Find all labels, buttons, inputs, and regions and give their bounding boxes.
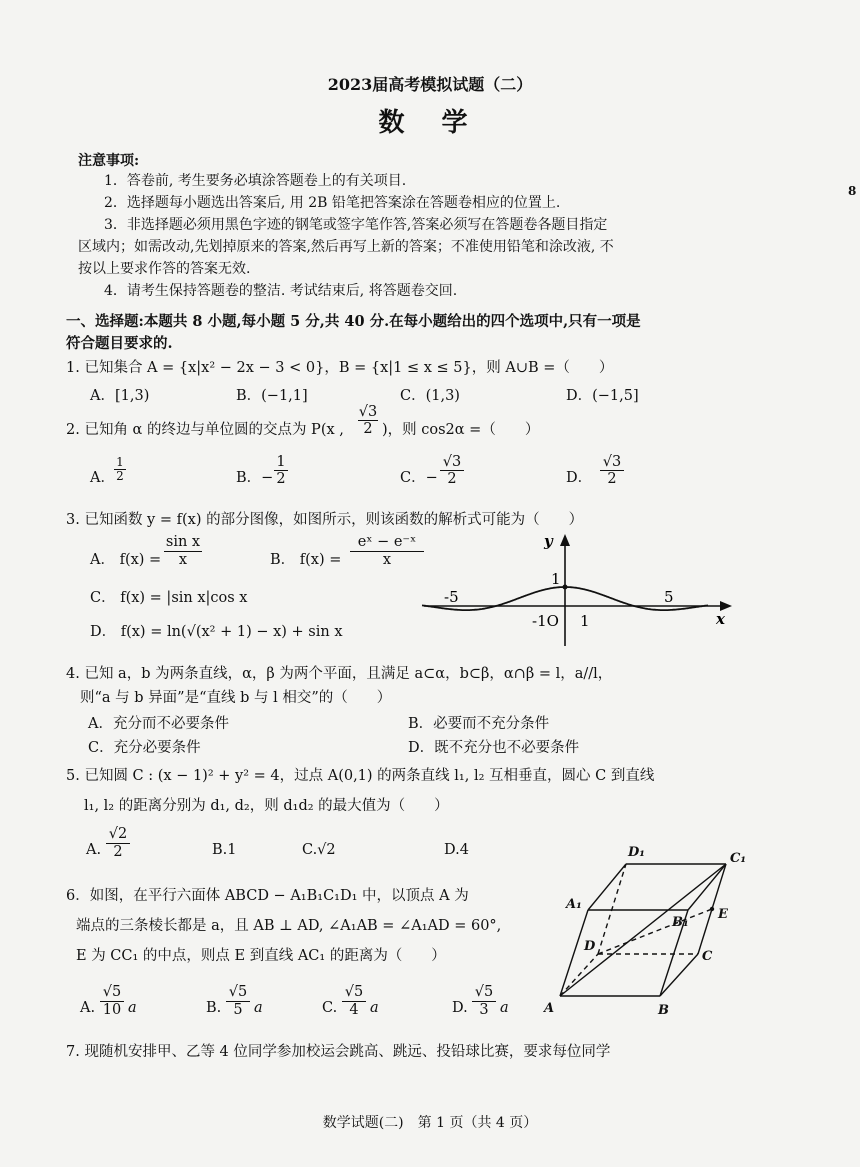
notes-heading: 注意事项: [78, 153, 140, 169]
q1-option-a: A．[1,3) [90, 388, 150, 404]
q1-option-c: C．(1,3) [400, 388, 460, 404]
q6-parallelepiped-figure [540, 836, 780, 1026]
q7-stem: 7. 现随机安排甲、乙等 4 位同学参加校运会跳高、跳远、投铅球比赛，要求每位同学 [66, 1044, 611, 1060]
q6-option-a: A. [80, 1000, 96, 1016]
label-b1: B₁ [672, 915, 689, 930]
segment-de [598, 909, 712, 954]
q1-stem: 1. 已知集合 A = {x|x² − 2x − 3 < 0}，B = {x|1 ≤ x ≤ 5}，则 A∪B =（ ） [66, 360, 614, 376]
y-intercept-point [563, 585, 568, 590]
q3-option-b: B． f(x) = [270, 552, 342, 568]
point-e [710, 907, 714, 911]
q3-option-a-fraction: sin x x [165, 534, 201, 568]
note-3: 3．非选择题必须用黑色字迹的钢笔或签字笔作答,答案必须写在答题卷各题目指定 [104, 217, 608, 233]
tick-5: 5 [664, 588, 674, 606]
diagonal-ac1 [560, 864, 726, 996]
q5-option-a-fraction: √2 2 [106, 826, 130, 861]
q4-stem-1: 4. 已知 a，b 为两条直线，α，β 为两个平面，且满足 a⊂α，b⊂β，α∩β = l，a//l， [66, 666, 613, 682]
edge-bc [660, 954, 698, 996]
side-mark: 8 [848, 184, 857, 198]
q6-option-d-fraction: √5 3 [472, 984, 496, 1019]
section-heading-cont: 符合题目要求的. [66, 335, 173, 352]
q2-option-c-fraction: √3 2 [440, 454, 464, 487]
q1-option-b: B．(−1,1] [236, 388, 308, 404]
q6-option-c-fraction: √5 4 [342, 984, 366, 1019]
note-3-cont: 区域内；如需改动,先划掉原来的答案,然后再写上新的答案；不准使用铅笔和涂改液, 不 [78, 239, 614, 255]
q6-option-b-fraction: √5 5 [226, 984, 250, 1019]
q2-stem-b: )，则 cos2α =（ ） [382, 422, 540, 438]
q6-option-d-var: a [500, 1000, 509, 1016]
q5-stem-2: l₁, l₂ 的距离分别为 d₁, d₂，则 d₁d₂ 的最大值为（ ） [84, 798, 449, 814]
q6-stem-2: 端点的三条棱长都是 a，且 AB ⊥ AD, ∠A₁AB = ∠A₁AD = 60°, [76, 918, 502, 934]
q4-option-d: D．既不充分也不必要条件 [408, 740, 580, 756]
q6-option-a-fraction: √5 10 [100, 984, 124, 1019]
q4-stem-2: 则“a 与 b 异面”是“直线 b 与 l 相交”的（ ） [80, 690, 392, 706]
exam-title: 2023届高考模拟试题（二） [327, 75, 533, 94]
note-1: 1．答卷前, 考生要务必填涂答题卷上的有关项目. [104, 173, 407, 189]
q3-option-a: A． f(x) = [90, 552, 162, 568]
q4-option-b: B．必要而不充分条件 [408, 716, 550, 732]
q5-option-c: C.√2 [302, 842, 336, 858]
q2-option-b-fraction: 1 2 [274, 454, 288, 487]
q3-stem: 3. 已知函数 y = f(x) 的部分图像，如图所示，则该函数的解析式可能为（ ） [66, 512, 584, 528]
note-2: 2．选择题每小题选出答案后, 用 2B 铅笔把答案涂在答题卷相应的位置上. [104, 195, 561, 211]
q6-option-b: B. [206, 1000, 222, 1016]
q6-option-c-var: a [370, 1000, 379, 1016]
label-c: C [702, 949, 713, 964]
label-c1: C₁ [730, 851, 747, 866]
q3-option-b-fraction: eˣ − e⁻ˣ x [350, 534, 424, 569]
label-a: A [544, 1001, 555, 1016]
q1-option-d: D．(−1,5] [566, 388, 639, 404]
edge-ad [560, 954, 598, 996]
q3-function-graph [420, 528, 740, 648]
q2-option-d-fraction: √3 2 [600, 454, 624, 487]
q6-stem-3: E 为 CC₁ 的中点，则点 E 到直线 AC₁ 的距离为（ ） [76, 948, 446, 964]
edge-a1d1 [588, 864, 626, 910]
q2-option-a-fraction: 1 2 [114, 456, 126, 483]
q6-option-d: D. [452, 1000, 468, 1016]
section-heading: 一、选择题:本题共 8 小题,每小题 5 分,共 40 分.在每小题给出的四个选项中,只有一项是 [66, 313, 641, 330]
page-footer: 数学试题(二) 第 1 页（共 4 页） [322, 1115, 538, 1131]
q5-option-b: B.1 [212, 842, 237, 858]
x-axis-label: x [716, 610, 725, 628]
label-d1: D₁ [628, 845, 645, 860]
subject-title: 数 学 [378, 108, 482, 138]
note-3-end: 按以上要求作答的答案无效. [78, 261, 251, 277]
label-b: B [658, 1003, 669, 1018]
q4-option-c: C．充分必要条件 [88, 740, 201, 756]
q2-option-d: D． [566, 470, 593, 486]
q2-option-a: A． [90, 470, 115, 486]
y-axis-arrow [560, 534, 570, 546]
edge-b1c1 [688, 864, 726, 910]
label-d: D [584, 939, 596, 954]
q2-stem-fraction: √3 2 [358, 404, 378, 437]
q3-option-c: C． f(x) = |sin x|cos x [90, 590, 248, 606]
q3-option-d: D． f(x) = ln(√(x² + 1) − x) + sin x [90, 624, 343, 640]
label-e: E [718, 907, 728, 922]
tick-neg5: -5 [444, 588, 459, 606]
q6-option-b-var: a [254, 1000, 263, 1016]
edge-dd1 [598, 864, 626, 954]
note-4: 4．请考生保持答题卷的整洁. 考试结束后, 将答题卷交回. [104, 283, 458, 299]
q4-option-a: A．充分而不必要条件 [88, 716, 229, 732]
tick-neg1-origin: -1O [532, 612, 559, 630]
q2-option-c: C．− [400, 470, 438, 486]
q2-stem-a: 2. 已知角 α 的终边与单位圆的交点为 P(x , [66, 422, 344, 438]
y-axis-label: y [544, 532, 553, 550]
tick-x-1: 1 [580, 612, 590, 630]
tick-y-1: 1 [551, 570, 561, 588]
q2-option-b: B．− [236, 470, 274, 486]
q5-stem-1: 5. 已知圆 C : (x − 1)² + y² = 4，过点 A(0,1) 的两条直线 l₁, l₂ 互相垂直，圆心 C 到直线 [66, 768, 655, 784]
q6-stem-1: 6．如图，在平行六面体 ABCD − A₁B₁C₁D₁ 中，以顶点 A 为 [66, 888, 469, 904]
q5-option-a: A. [86, 842, 102, 858]
label-a1: A₁ [566, 897, 582, 912]
q6-option-a-var: a [128, 1000, 137, 1016]
q5-option-d: D.4 [444, 842, 469, 858]
q6-option-c: C. [322, 1000, 338, 1016]
